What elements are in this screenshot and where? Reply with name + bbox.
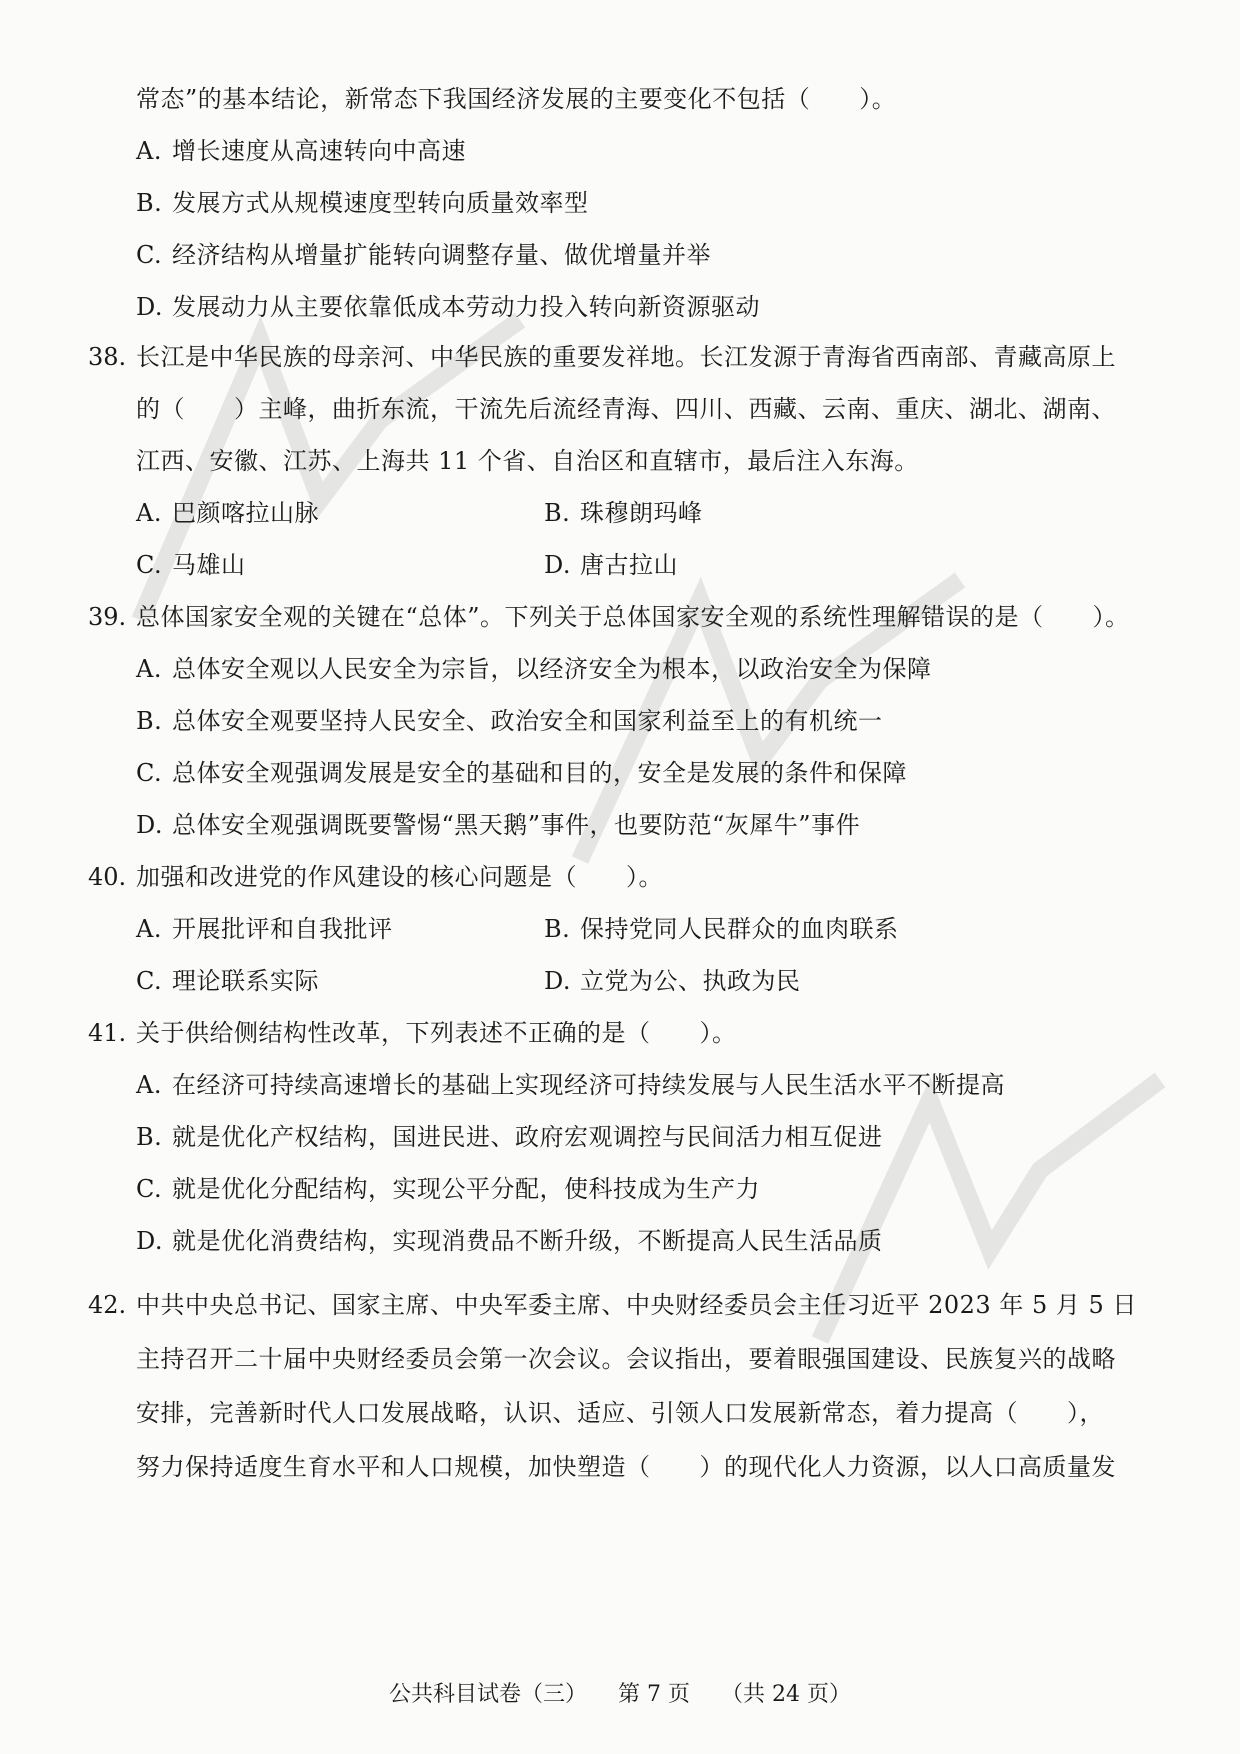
q38-stem-line: 长江是中华民族的母亲河、中华民族的重要发祥地。长江发源于青海省西南部、青藏高原上 [136, 343, 1116, 371]
option-text: 总体安全观强调发展是安全的基础和目的，安全是发展的条件和保障 [172, 759, 907, 787]
option-text: 在经济可持续高速增长的基础上实现经济可持续发展与人民生活水平不断提高 [172, 1071, 1005, 1099]
q39-option-d [136, 810, 860, 840]
question-number: 40. [88, 863, 127, 891]
q41-option-d [136, 1226, 883, 1256]
q37-option-b [136, 188, 589, 218]
option-letter: D. [544, 967, 572, 995]
q38-stem-line: 的（ ）主峰，曲折东流，干流先后流经青海、四川、西藏、云南、重庆、湖北、湖南、 [136, 395, 1116, 423]
q39-stem-line: 总体国家安全观的关键在“总体”。下列关于总体国家安全观的系统性理解错误的是（ ）。 [136, 603, 1130, 631]
q39-option-b [136, 706, 883, 736]
footer-total-pages: （共 24 页） [721, 1682, 851, 1707]
question-number: 42. [88, 1291, 127, 1319]
q38-option-b [544, 498, 703, 528]
q39-option-c [136, 758, 907, 788]
option-text: 发展动力从主要依靠低成本劳动力投入转向新资源驱动 [172, 293, 760, 321]
q41-option-a [136, 1070, 1005, 1100]
q40-option-c [136, 966, 319, 996]
q41-option-c [136, 1174, 760, 1204]
q39-option-a [136, 654, 932, 684]
q40-option-a [136, 914, 393, 944]
q38-stem-line: 江西、安徽、江苏、上海共 11 个省、自治区和直辖市，最后注入东海。 [136, 447, 919, 475]
q42-stem-line: 努力保持适度生育水平和人口规模，加快塑造（ ）的现代化人力资源，以人口高质量发 [136, 1453, 1116, 1481]
option-letter: D. [544, 551, 572, 579]
option-letter: C. [136, 759, 163, 787]
option-text: 经济结构从增量扩能转向调整存量、做优增量并举 [172, 241, 711, 269]
option-letter: C. [136, 1175, 163, 1203]
option-text: 发展方式从规模速度型转向质量效率型 [172, 189, 589, 217]
option-letter: B. [544, 915, 571, 943]
q38-option-d [544, 550, 678, 580]
option-letter: D. [136, 1227, 164, 1255]
option-text: 珠穆朗玛峰 [580, 499, 703, 527]
option-letter: B. [544, 499, 571, 527]
option-letter: B. [136, 189, 163, 217]
option-text: 就是优化消费结构，实现消费品不断升级，不断提高人民生活品质 [172, 1227, 883, 1255]
option-letter: B. [136, 707, 163, 735]
q40-stem-line: 加强和改进党的作风建设的核心问题是（ ）。 [136, 863, 663, 891]
q38-option-c [136, 550, 246, 580]
option-text: 立党为公、执政为民 [580, 967, 801, 995]
option-text: 开展批评和自我批评 [172, 915, 393, 943]
q41-stem-line: 关于供给侧结构性改革，下列表述不正确的是（ ）。 [136, 1019, 737, 1047]
page-footer [0, 1680, 1240, 1710]
q37-option-d [136, 292, 760, 322]
option-text: 理论联系实际 [172, 967, 319, 995]
option-text: 就是优化产权结构，国进民进、政府宏观调控与民间活力相互促进 [172, 1123, 883, 1151]
option-letter: A. [136, 499, 162, 527]
option-letter: C. [136, 241, 163, 269]
q37-option-a [136, 136, 466, 166]
q40-option-b [544, 914, 899, 944]
q42-stem-line: 中共中央总书记、国家主席、中央军委主席、中央财经委员会主任习近平 2023 年 5 月 5 日 [136, 1291, 1137, 1319]
option-letter: A. [136, 915, 162, 943]
option-text: 唐古拉山 [580, 551, 678, 579]
q38-option-a [136, 498, 319, 528]
option-text: 总体安全观强调既要警惕“黑天鹅”事件，也要防范“灰犀牛”事件 [172, 811, 861, 839]
question-number: 38. [88, 343, 127, 371]
q37-stem-continuation: 常态”的基本结论，新常态下我国经济发展的主要变化不包括（ ）。 [136, 85, 897, 113]
question-number: 41. [88, 1019, 127, 1047]
option-letter: A. [136, 1071, 162, 1099]
q41-option-b [136, 1122, 883, 1152]
q42-stem-line: 主持召开二十届中央财经委员会第一次会议。会议指出，要着眼强国建设、民族复兴的战略 [136, 1345, 1116, 1373]
option-text: 保持党同人民群众的血肉联系 [580, 915, 899, 943]
option-letter: D. [136, 811, 164, 839]
option-text: 就是优化分配结构，实现公平分配，使科技成为生产力 [172, 1175, 760, 1203]
option-text: 增长速度从高速转向中高速 [172, 137, 466, 165]
option-letter: C. [136, 967, 163, 995]
q42-stem-line: 安排，完善新时代人口发展战略，认识、适应、引领人口发展新常态，着力提高（ ）， [136, 1399, 1104, 1427]
option-text: 总体安全观要坚持人民安全、政治安全和国家利益至上的有机统一 [172, 707, 883, 735]
footer-subject: 公共科目试卷（三） [389, 1682, 588, 1707]
option-letter: D. [136, 293, 164, 321]
option-letter: C. [136, 551, 163, 579]
option-text: 总体安全观以人民安全为宗旨，以经济安全为根本，以政治安全为保障 [172, 655, 932, 683]
option-text: 巴颜喀拉山脉 [172, 499, 319, 527]
question-number: 39. [88, 603, 127, 631]
option-letter: B. [136, 1123, 163, 1151]
option-text: 马雄山 [172, 551, 246, 579]
option-letter: A. [136, 137, 162, 165]
q40-option-d [544, 966, 801, 996]
option-letter: A. [136, 655, 162, 683]
footer-page-number: 第 7 页 [618, 1682, 690, 1707]
q37-option-c [136, 240, 711, 270]
